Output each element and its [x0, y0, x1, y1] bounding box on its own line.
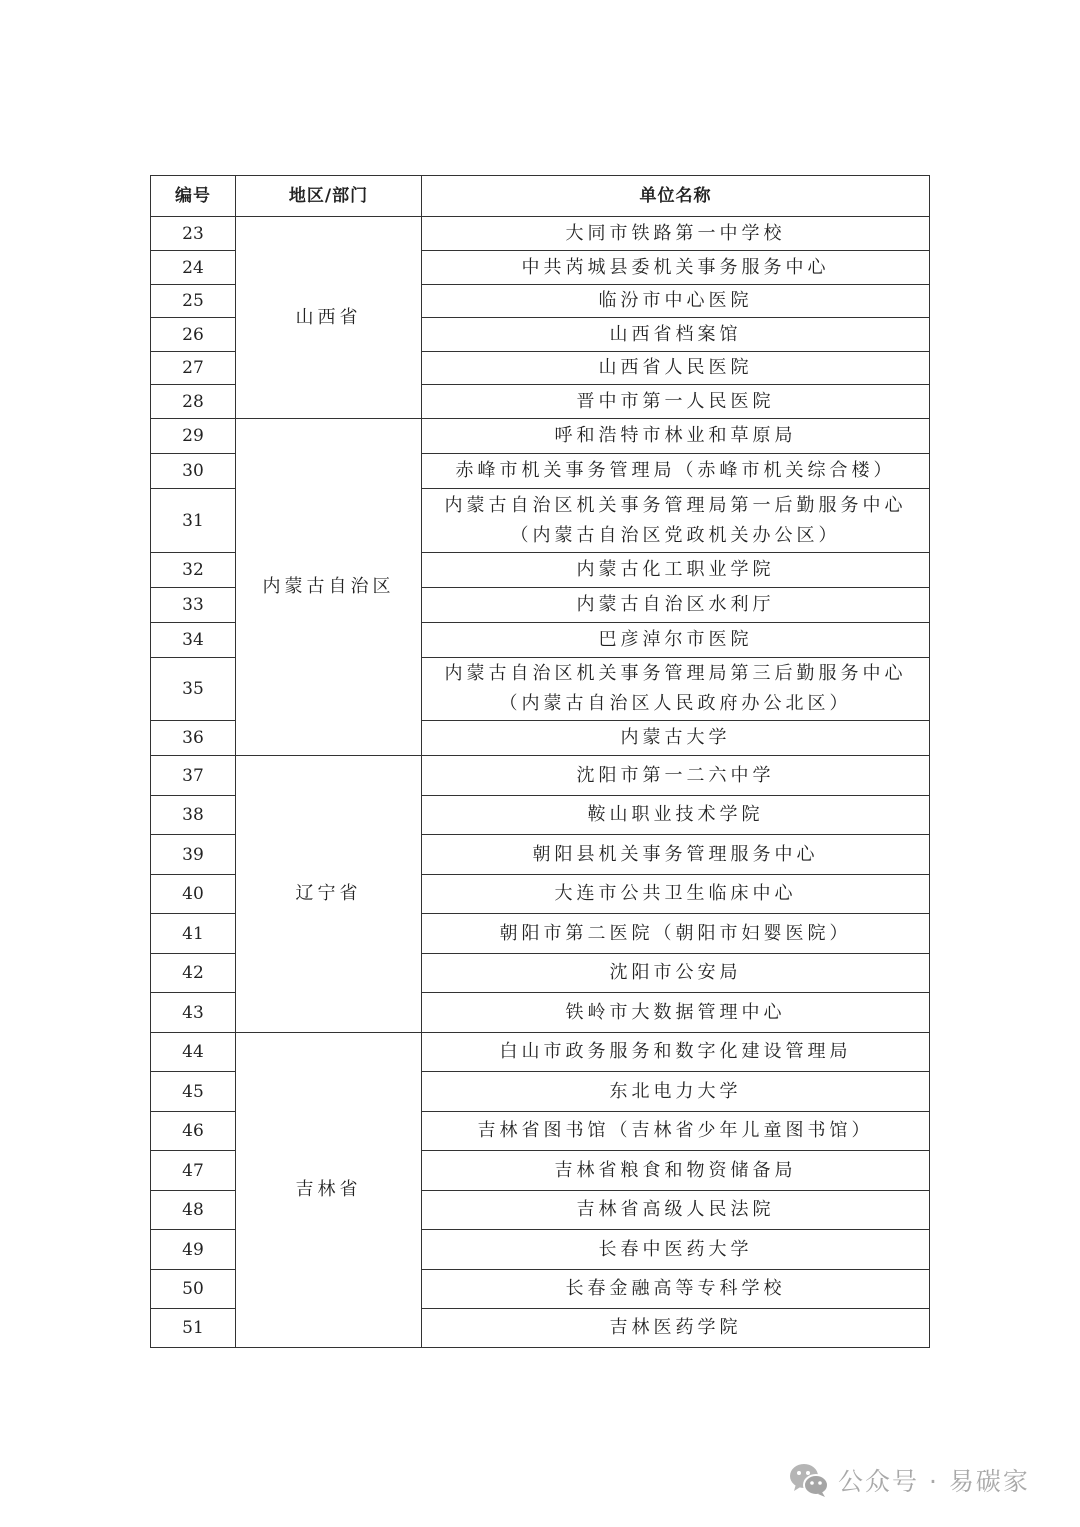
unit-name-line: 沈阳市公安局 — [609, 962, 742, 983]
header-region: 地区/部门 — [236, 176, 422, 217]
table-row — [151, 419, 930, 454]
unit-name-line: 晋中市第一人民医院 — [576, 390, 775, 412]
unit-name-cell — [422, 875, 930, 914]
row-number: 34 — [151, 623, 236, 658]
unit-name-line: 鞍山职业技术学院 — [587, 804, 764, 825]
unit-name-cell — [422, 721, 930, 756]
unit-name-line: 朝阳县机关事务管理服务中心 — [532, 843, 819, 865]
unit-name-line: 内蒙古自治区机关事务管理局第一后勤服务中心 — [444, 494, 907, 516]
unit-name-cell — [422, 588, 930, 623]
row-number: 40 — [151, 875, 236, 914]
unit-name-line: 内蒙古自治区机关事务管理局第三后勤服务中心 — [444, 663, 907, 684]
table-row — [151, 217, 930, 251]
row-number: 46 — [151, 1112, 236, 1151]
row-number: 35 — [151, 658, 236, 721]
unit-name-cell — [422, 1309, 930, 1348]
unit-name-cell — [422, 796, 930, 835]
unit-name-line: 白山市政务服务和数字化建设管理局 — [499, 1041, 852, 1062]
unit-name-cell — [422, 1151, 930, 1191]
unit-name-line: 吉林省粮食和物资储备局 — [554, 1159, 797, 1181]
row-number: 24 — [151, 251, 236, 285]
unit-name-line: 大同市铁路第一中学校 — [565, 222, 786, 244]
row-number: 44 — [151, 1033, 236, 1072]
region-cell: 内蒙古自治区 — [236, 419, 422, 756]
row-number: 32 — [151, 553, 236, 588]
unit-name-line: 长春中医药大学 — [598, 1238, 753, 1260]
row-number: 49 — [151, 1230, 236, 1270]
unit-name-cell — [422, 1033, 930, 1072]
unit-name-cell — [422, 835, 930, 875]
row-number: 37 — [151, 756, 236, 796]
unit-name-line: 吉林省图书馆（吉林省少年儿童图书馆） — [477, 1120, 874, 1141]
unit-name-cell — [422, 318, 930, 352]
unit-name-cell — [422, 954, 930, 993]
unit-name-line: 吉林医药学院 — [609, 1317, 742, 1338]
row-number: 26 — [151, 318, 236, 352]
row-number: 29 — [151, 419, 236, 454]
region-cell: 山西省 — [236, 217, 422, 419]
unit-name-line: 山西省档案馆 — [609, 323, 742, 345]
row-number: 45 — [151, 1072, 236, 1112]
unit-name-cell — [422, 658, 930, 721]
unit-name-line: 沈阳市第一二六中学 — [576, 764, 775, 786]
unit-name-cell — [422, 1072, 930, 1112]
unit-list-table — [150, 175, 930, 1348]
unit-name-line: 内蒙古化工职业学院 — [576, 559, 775, 580]
header-number: 编号 — [151, 176, 236, 217]
row-number: 43 — [151, 993, 236, 1033]
row-number: 27 — [151, 352, 236, 385]
row-number: 23 — [151, 217, 236, 251]
unit-name-cell — [422, 251, 930, 285]
unit-name-line: 大连市公共卫生临床中心 — [554, 883, 797, 904]
unit-name-cell — [422, 217, 930, 251]
unit-name-line: 巴彦淖尔市医院 — [598, 629, 753, 650]
row-number: 38 — [151, 796, 236, 835]
unit-name-line: 内蒙古大学 — [620, 727, 731, 748]
unit-name-line: （内蒙古自治区党政机关办公区） — [510, 524, 841, 546]
unit-name-cell — [422, 756, 930, 796]
unit-name-line: 呼和浩特市林业和草原局 — [554, 425, 797, 446]
row-number: 31 — [151, 489, 236, 553]
row-number: 47 — [151, 1151, 236, 1191]
row-number: 33 — [151, 588, 236, 623]
unit-name-line: 东北电力大学 — [609, 1080, 742, 1102]
table-body — [151, 217, 930, 1348]
table-header-row — [151, 176, 930, 217]
unit-name-line: 内蒙古自治区水利厅 — [576, 594, 775, 615]
row-number: 30 — [151, 454, 236, 489]
unit-name-cell — [422, 623, 930, 658]
row-number: 25 — [151, 285, 236, 318]
unit-name-cell — [422, 553, 930, 588]
unit-name-cell — [422, 1230, 930, 1270]
watermark — [788, 1462, 1030, 1498]
unit-name-cell — [422, 993, 930, 1033]
wechat-icon — [788, 1462, 830, 1498]
unit-name-line: 朝阳市第二医院（朝阳市妇婴医院） — [499, 922, 852, 944]
row-number: 28 — [151, 385, 236, 419]
row-number: 39 — [151, 835, 236, 875]
row-number: 36 — [151, 721, 236, 756]
unit-name-cell — [422, 419, 930, 454]
unit-name-line: 临汾市中心医院 — [598, 290, 753, 311]
region-cell: 吉林省 — [236, 1033, 422, 1348]
unit-name-cell — [422, 385, 930, 419]
unit-name-cell — [422, 1270, 930, 1309]
unit-name-cell — [422, 352, 930, 385]
unit-name-cell — [422, 914, 930, 954]
table-row — [151, 1033, 930, 1072]
unit-name-line: （内蒙古自治区人民政府办公北区） — [499, 693, 852, 714]
unit-name-cell — [422, 1112, 930, 1151]
watermark-text: 公众号 · 易碳家 — [838, 1467, 1030, 1496]
unit-name-line: 山西省人民医院 — [598, 357, 753, 378]
unit-name-line: 铁岭市大数据管理中心 — [565, 1001, 786, 1023]
unit-name-line: 长春金融高等专科学校 — [565, 1278, 786, 1299]
unit-name-line: 吉林省高级人民法院 — [576, 1199, 775, 1220]
unit-name-line: 中共芮城县委机关事务服务中心 — [521, 256, 830, 278]
region-cell: 辽宁省 — [236, 756, 422, 1033]
table-row — [151, 756, 930, 796]
unit-name-cell — [422, 489, 930, 553]
unit-name-line: 赤峰市机关事务管理局（赤峰市机关综合楼） — [455, 460, 896, 481]
unit-name-cell — [422, 454, 930, 489]
row-number: 48 — [151, 1191, 236, 1230]
row-number: 51 — [151, 1309, 236, 1348]
row-number: 50 — [151, 1270, 236, 1309]
unit-name-cell — [422, 285, 930, 318]
unit-name-cell — [422, 1191, 930, 1230]
row-number: 41 — [151, 914, 236, 954]
row-number: 42 — [151, 954, 236, 993]
header-unit-name: 单位名称 — [422, 176, 930, 217]
